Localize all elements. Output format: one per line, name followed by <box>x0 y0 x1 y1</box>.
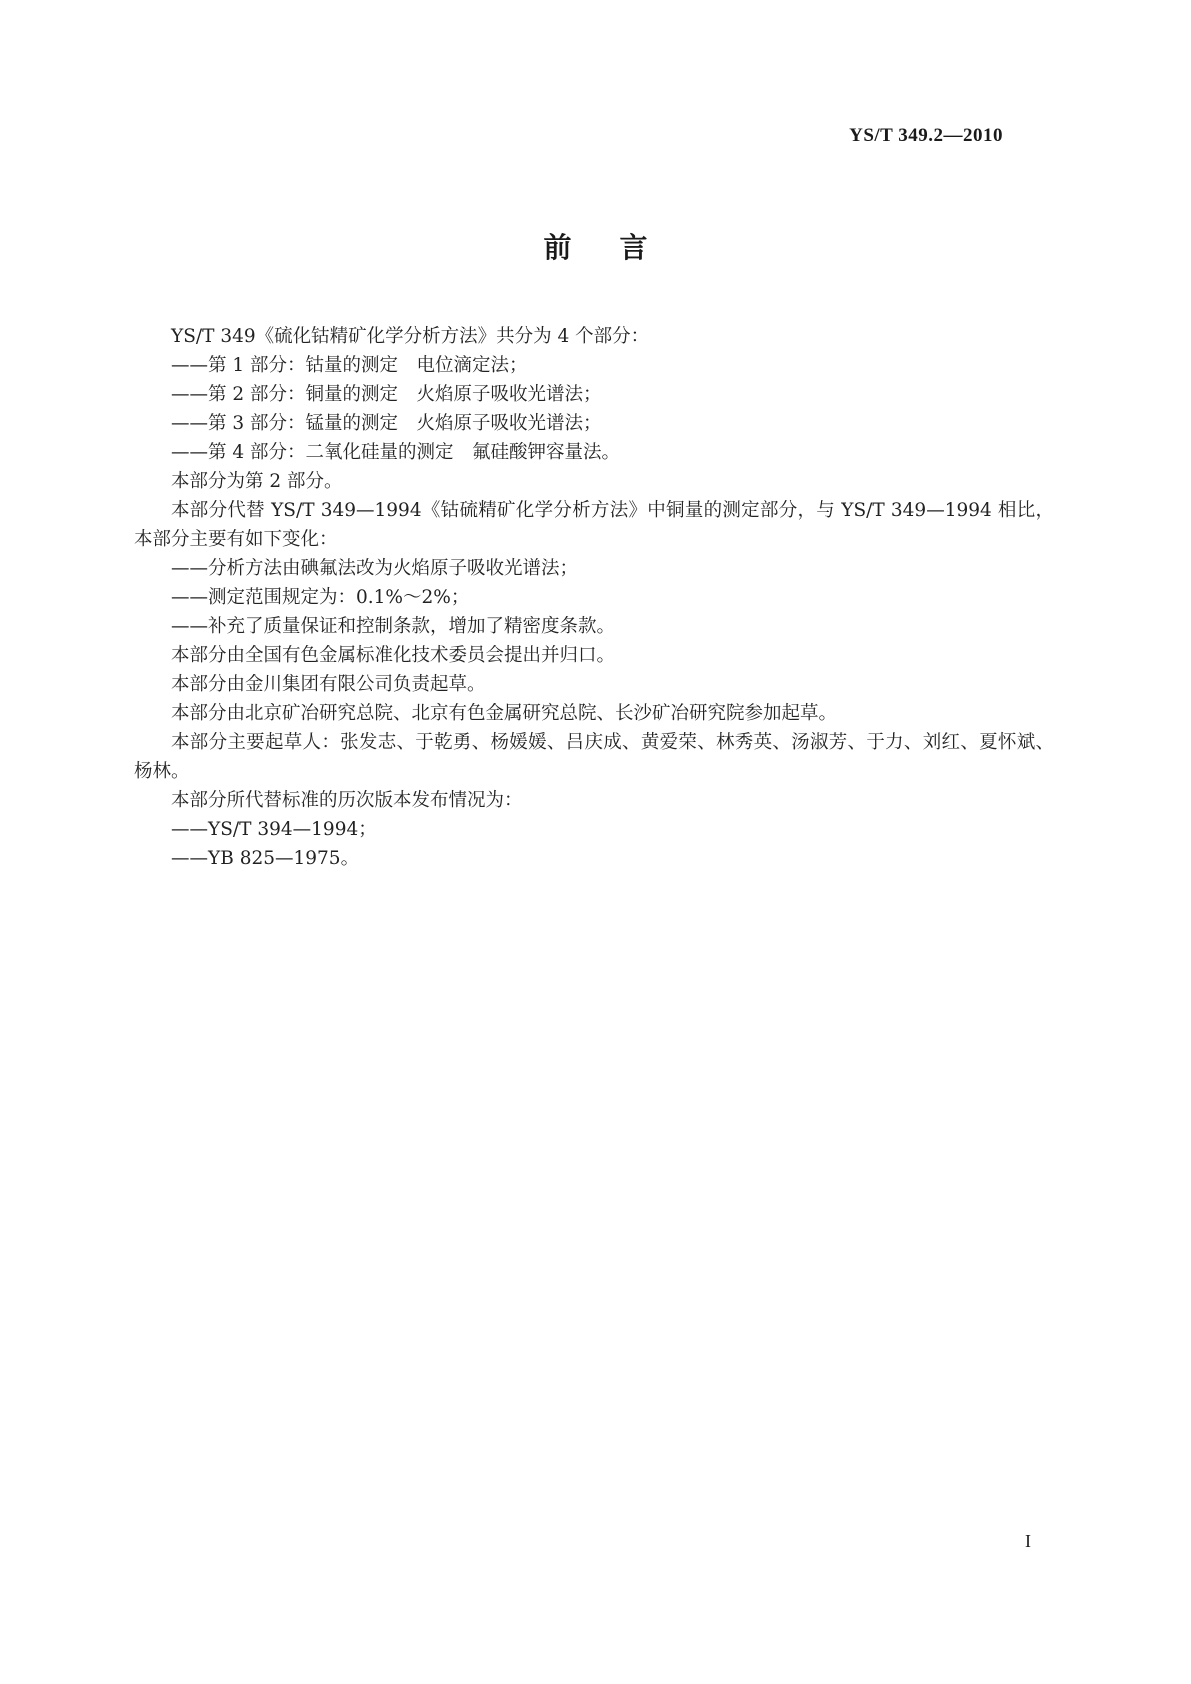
paragraph: 本部分所代替标准的历次版本发布情况为： <box>171 790 523 811</box>
paragraph: YS/T 349《硫化钴精矿化学分析方法》共分为 4 个部分： <box>171 326 650 347</box>
standard-code: YS/T 349.2—2010 <box>849 125 1003 146</box>
list-item-part-3: ——第 3 部分：锰量的测定 火焰原子吸收光谱法； <box>171 413 602 434</box>
page-number: I <box>1025 1531 1031 1551</box>
foreword-body <box>134 322 1054 873</box>
list-item-version: ——YS/T 394—1994； <box>171 819 377 840</box>
list-item-change: ——补充了质量保证和控制条款，增加了精密度条款。 <box>171 616 616 637</box>
list-item-version: ——YB 825—1975。 <box>171 848 360 869</box>
paragraph: 本部分主要起草人：张发志、于乾勇、杨媛媛、吕庆成、黄爱荣、林秀英、汤淑芳、于力、刘红、夏怀斌、杨林。 <box>134 732 1054 782</box>
paragraph: 本部分代替 YS/T 349—1994《钴硫精矿化学分析方法》中铜量的测定部分，与 YS/T 349—1994 相比，本部分主要有如下变化： <box>134 500 1054 550</box>
list-item-change: ——分析方法由碘氟法改为火焰原子吸收光谱法； <box>171 558 579 579</box>
paragraph: 本部分由全国有色金属标准化技术委员会提出并归口。 <box>171 645 616 666</box>
paragraph: 本部分由北京矿冶研究总院、北京有色金属研究总院、长沙矿冶研究院参加起草。 <box>171 703 838 724</box>
list-item-part-2: ——第 2 部分：铜量的测定 火焰原子吸收光谱法； <box>171 384 602 405</box>
list-item-change: ——测定范围规定为：0.1%～2%； <box>171 587 470 608</box>
list-item-part-1: ——第 1 部分：钴量的测定 电位滴定法； <box>171 355 528 376</box>
paragraph: 本部分由金川集团有限公司负责起草。 <box>171 674 486 695</box>
list-item-part-4: ——第 4 部分：二氧化硅量的测定 氟硅酸钾容量法。 <box>171 442 621 463</box>
paragraph: 本部分为第 2 部分。 <box>171 471 343 492</box>
page-title: 前言 <box>543 231 696 264</box>
